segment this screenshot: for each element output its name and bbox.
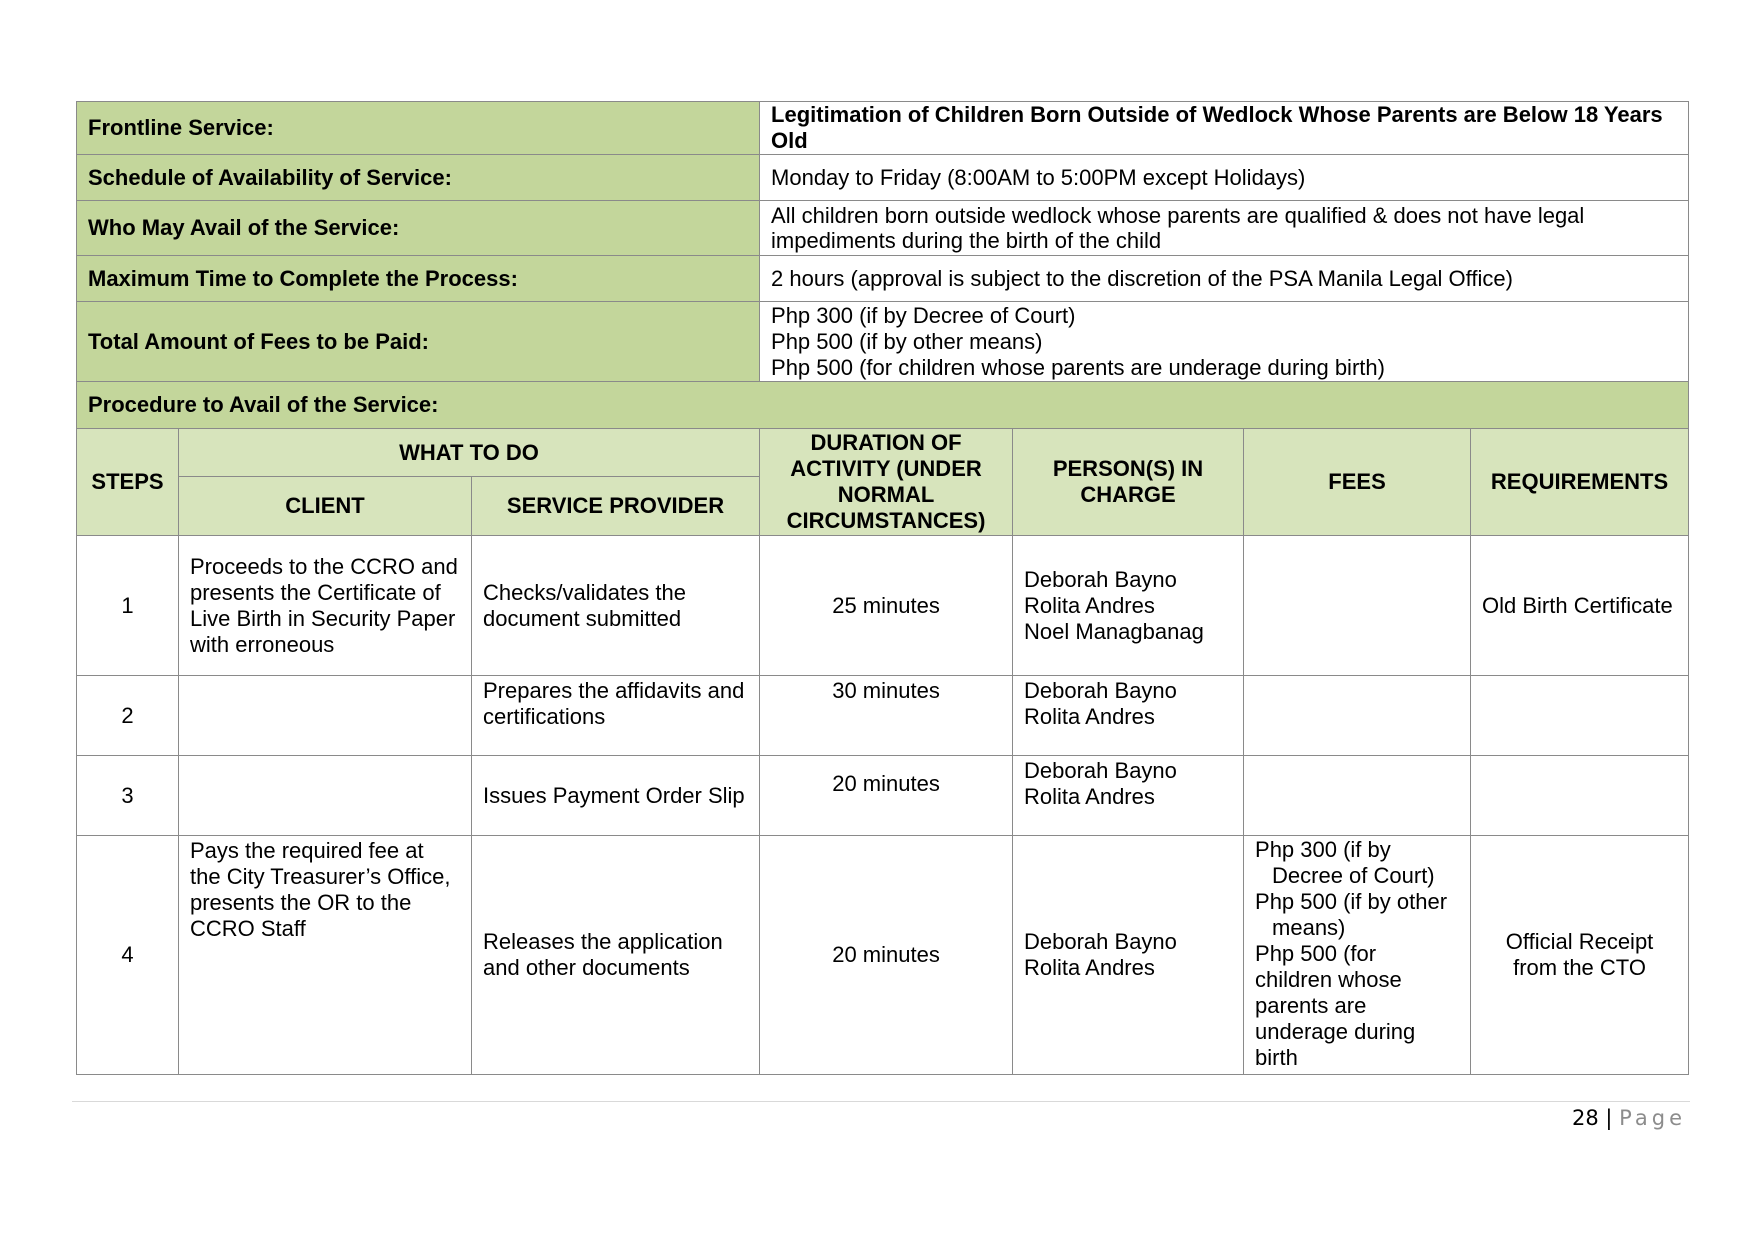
step-provider-action: Checks/validates the document submitted [472,536,760,676]
step-number: 3 [77,756,179,836]
step-row [77,536,1689,676]
footer-divider [72,1101,1690,1102]
person-name: Rolita Andres [1024,955,1155,980]
schedule-row [77,155,1689,201]
page-number: 28 [1571,1106,1599,1130]
fee-line: Php 500 (if by other means) [1255,889,1448,940]
step-persons [1013,836,1244,1075]
page-footer [1572,1106,1686,1130]
total-fees-line: Php 500 (for children whose parents are underage during birth) [771,354,1385,380]
col-persons-header: PERSON(S) IN CHARGE [1013,429,1244,536]
frontline-service-label: Frontline Service: [77,102,760,155]
procedure-row [77,382,1689,429]
step-requirements: Old Birth Certificate [1471,536,1689,676]
col-duration-header: DURATION OF ACTIVITY (UNDER NORMAL CIRCUMSTANCES) [760,429,1013,536]
col-requirements-header: REQUIREMENTS [1471,429,1689,536]
max-time-value: 2 hours (approval is subject to the discretion of the PSA Manila Legal Office) [760,256,1689,302]
column-header-row [77,429,1689,477]
step-client-action [179,756,472,836]
person-name: Noel Managbanag [1024,618,1204,644]
step-fees [1244,676,1471,756]
col-what-to-do-header: WHAT TO DO [179,429,760,477]
step-requirements: Official Receipt from the CTO [1471,836,1689,1075]
total-fees-line: Php 300 (if by Decree of Court) [771,302,1076,328]
col-service-provider-header: SERVICE PROVIDER [472,477,760,536]
col-fees-header: FEES [1244,429,1471,536]
page-separator: | [1605,1106,1613,1130]
step-duration: 20 minutes [760,756,1013,836]
person-name: Deborah Bayno [1024,566,1177,592]
step-provider-action: Prepares the affidavits and certifications [472,676,760,756]
step-requirements [1471,676,1689,756]
fee-line: Php 500 (for children whose parents are underage during birth [1255,941,1416,1070]
fee-line: Php 300 (if by Decree of Court) [1255,837,1435,888]
step-fees [1244,756,1471,836]
max-time-row [77,256,1689,302]
person-name: Rolita Andres [1024,704,1155,729]
step-number: 4 [77,836,179,1075]
person-name: Deborah Bayno [1024,678,1177,703]
page-word: Page [1619,1106,1686,1130]
step-row [77,836,1689,1075]
who-may-avail-row [77,201,1689,256]
step-row [77,756,1689,836]
person-name: Rolita Andres [1024,592,1155,618]
frontline-service-value: Legitimation of Children Born Outside of Wedlock Whose Parents are Below 18 Years Old [760,102,1689,155]
step-number: 2 [77,676,179,756]
max-time-label: Maximum Time to Complete the Process: [77,256,760,302]
step-number: 1 [77,536,179,676]
step-provider-action: Issues Payment Order Slip [472,756,760,836]
step-client-action: Pays the required fee at the City Treasurer’s Office, presents the OR to the CCRO Staff [179,836,472,1075]
schedule-value: Monday to Friday (8:00AM to 5:00PM except Holidays) [760,155,1689,201]
step-duration: 30 minutes [760,676,1013,756]
step-persons [1013,536,1244,676]
col-steps-header: STEPS [77,429,179,536]
step-row [77,676,1689,756]
step-fees [1244,536,1471,676]
step-client-action [179,676,472,756]
frontline-service-row [77,102,1689,155]
col-client-header: CLIENT [179,477,472,536]
person-name: Rolita Andres [1024,784,1155,809]
person-name: Deborah Bayno [1024,929,1177,954]
step-provider-action: Releases the application and other documents [472,836,760,1075]
who-may-avail-value: All children born outside wedlock whose parents are qualified & does not have legal impediments during the birth of the child [760,201,1689,256]
citizen-charter-sheet [76,101,1688,1075]
procedure-label: Procedure to Avail of the Service: [77,382,1689,429]
step-fees [1244,836,1471,1075]
step-client-action: Proceeds to the CCRO and presents the Certificate of Live Birth in Security Paper with erroneous [179,536,472,676]
service-info-table [76,101,1689,1075]
step-persons [1013,756,1244,836]
step-duration: 25 minutes [760,536,1013,676]
total-fees-label: Total Amount of Fees to be Paid: [77,302,760,382]
step-duration: 20 minutes [760,836,1013,1075]
step-requirements [1471,756,1689,836]
total-fees-row [77,302,1689,382]
schedule-label: Schedule of Availability of Service: [77,155,760,201]
step-persons [1013,676,1244,756]
total-fees-value [760,302,1689,382]
who-may-avail-label: Who May Avail of the Service: [77,201,760,256]
person-name: Deborah Bayno [1024,758,1177,783]
total-fees-line: Php 500 (if by other means) [771,328,1043,354]
